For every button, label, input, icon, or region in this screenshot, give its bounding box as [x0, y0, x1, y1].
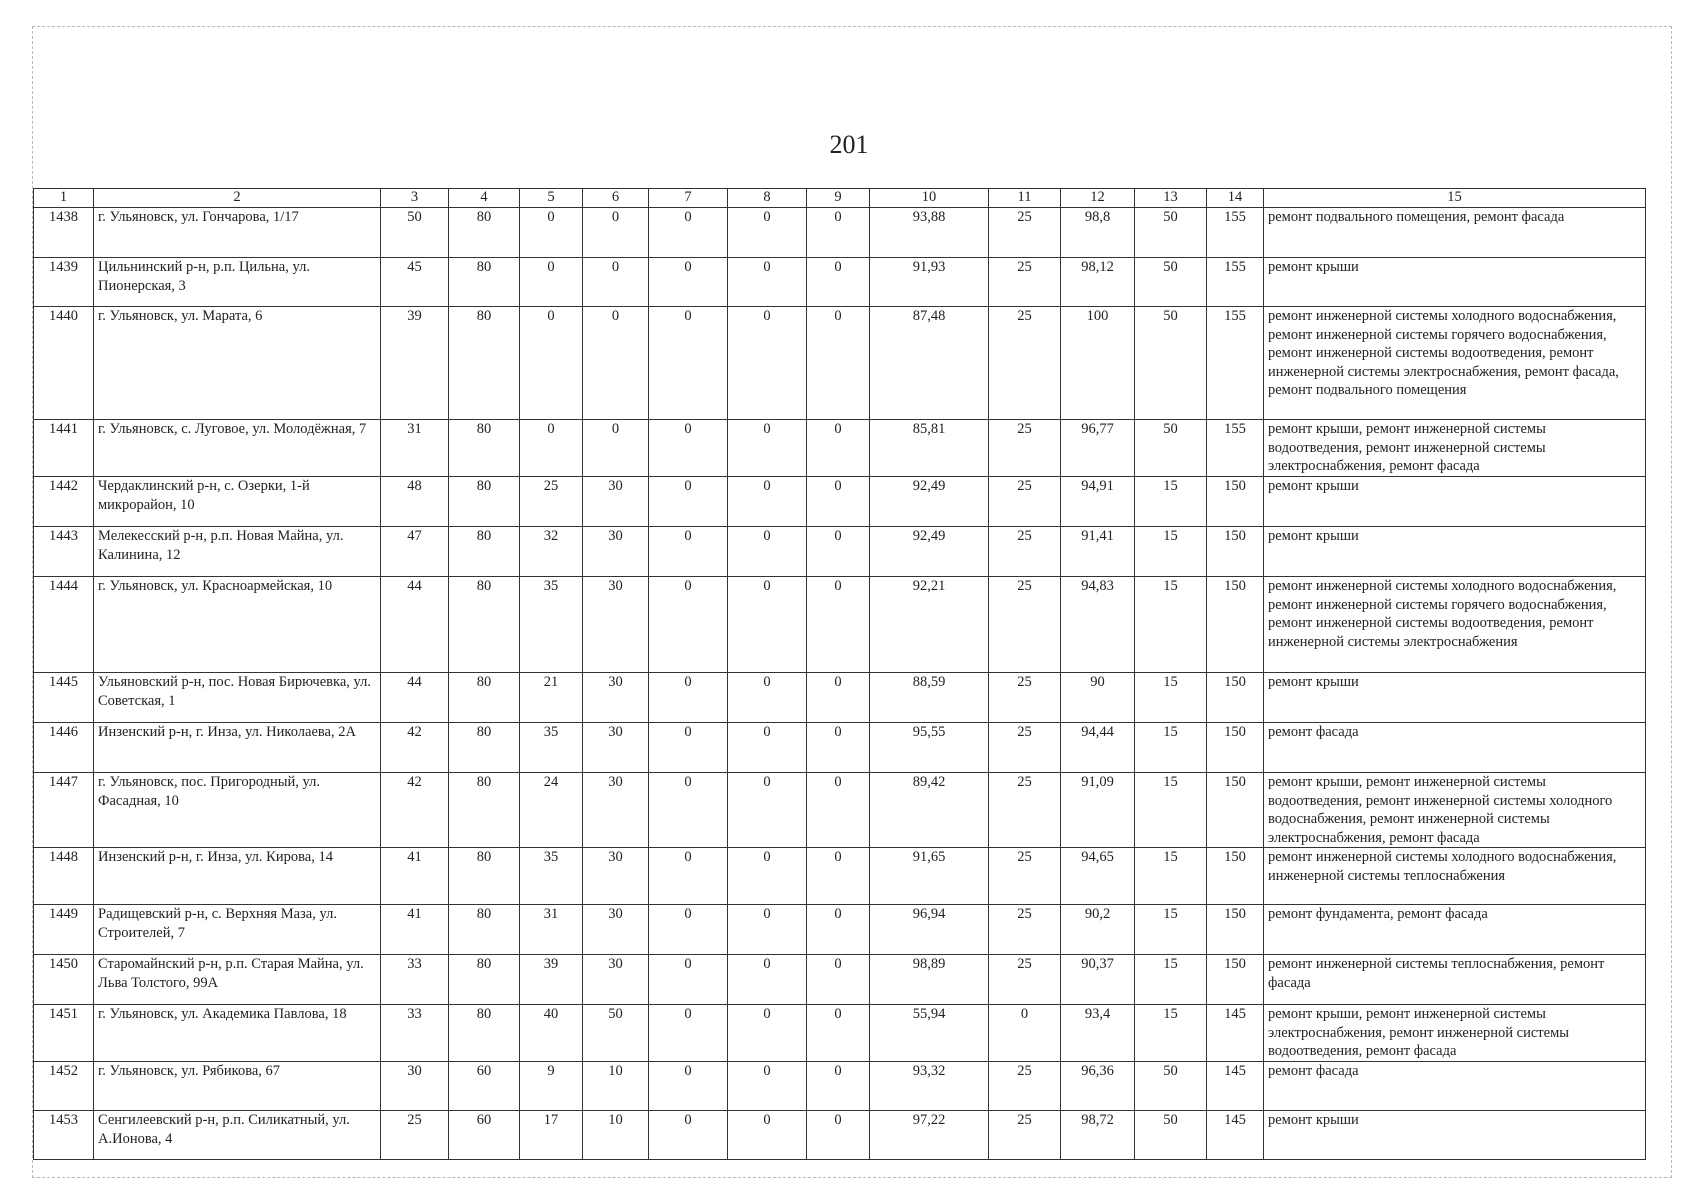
- col7-cell: 0: [649, 1111, 728, 1160]
- work-type-cell: ремонт фундамента, ремонт фасада: [1264, 905, 1646, 955]
- col4-cell: 80: [449, 773, 520, 848]
- row-number: 1445: [34, 673, 94, 723]
- col8-cell: 0: [728, 905, 807, 955]
- col8-cell: 0: [728, 307, 807, 420]
- col6-cell: 0: [583, 307, 649, 420]
- row-number: 1447: [34, 773, 94, 848]
- col13-cell: 15: [1135, 527, 1207, 577]
- col10-cell: 88,59: [870, 673, 989, 723]
- col7-cell: 0: [649, 848, 728, 905]
- address-cell: Старомайнский р-н, р.п. Старая Майна, ул. Льва Толстого, 99А: [94, 955, 381, 1005]
- column-number-header: [34, 189, 1646, 208]
- column-header-15: 15: [1264, 189, 1646, 208]
- col13-cell: 50: [1135, 208, 1207, 258]
- table-row: [34, 477, 1646, 527]
- col13-cell: 15: [1135, 955, 1207, 1005]
- col6-cell: 30: [583, 848, 649, 905]
- work-type-cell: ремонт крыши, ремонт инженерной системы водоотведения, ремонт инженерной системы холодного водоснабжения, ремонт инженерной системы электроснабжения, ремонт фасада: [1264, 773, 1646, 848]
- col12-cell: 98,12: [1061, 258, 1135, 307]
- col12-cell: 94,65: [1061, 848, 1135, 905]
- col5-cell: 0: [520, 258, 583, 307]
- col11-cell: 25: [989, 577, 1061, 673]
- table-row: [34, 208, 1646, 258]
- col9-cell: 0: [807, 420, 870, 477]
- row-number: 1452: [34, 1062, 94, 1111]
- col13-cell: 15: [1135, 905, 1207, 955]
- col12-cell: 93,4: [1061, 1005, 1135, 1062]
- column-header-7: 7: [649, 189, 728, 208]
- col14-cell: 150: [1207, 673, 1264, 723]
- col14-cell: 145: [1207, 1111, 1264, 1160]
- page-number: 201: [829, 130, 869, 159]
- col5-cell: 25: [520, 477, 583, 527]
- col13-cell: 15: [1135, 673, 1207, 723]
- col11-cell: 25: [989, 773, 1061, 848]
- col9-cell: 0: [807, 477, 870, 527]
- work-type-cell: ремонт крыши: [1264, 673, 1646, 723]
- col10-cell: 98,89: [870, 955, 989, 1005]
- row-number: 1453: [34, 1111, 94, 1160]
- address-cell: Чердаклинский р-н, с. Озерки, 1-й микрорайон, 10: [94, 477, 381, 527]
- col7-cell: 0: [649, 477, 728, 527]
- col8-cell: 0: [728, 1062, 807, 1111]
- col12-cell: 100: [1061, 307, 1135, 420]
- address-cell: г. Ульяновск, ул. Красноармейская, 10: [94, 577, 381, 673]
- row-number: 1442: [34, 477, 94, 527]
- col7-cell: 0: [649, 905, 728, 955]
- repair-registry-table: [33, 188, 1646, 1160]
- col12-cell: 96,77: [1061, 420, 1135, 477]
- col11-cell: 0: [989, 1005, 1061, 1062]
- col13-cell: 50: [1135, 1062, 1207, 1111]
- col8-cell: 0: [728, 723, 807, 773]
- column-header-1: 1: [34, 189, 94, 208]
- col13-cell: 15: [1135, 1005, 1207, 1062]
- column-header-13: 13: [1135, 189, 1207, 208]
- col10-cell: 87,48: [870, 307, 989, 420]
- col9-cell: 0: [807, 307, 870, 420]
- col5-cell: 39: [520, 955, 583, 1005]
- col9-cell: 0: [807, 905, 870, 955]
- row-number: 1443: [34, 527, 94, 577]
- address-cell: г. Ульяновск, ул. Рябикова, 67: [94, 1062, 381, 1111]
- col12-cell: 90,37: [1061, 955, 1135, 1005]
- address-cell: г. Ульяновск, с. Луговое, ул. Молодёжная, 7: [94, 420, 381, 477]
- address-cell: г. Ульяновск, ул. Академика Павлова, 18: [94, 1005, 381, 1062]
- col5-cell: 21: [520, 673, 583, 723]
- col3-cell: 47: [381, 527, 449, 577]
- table-body: [34, 208, 1646, 1160]
- table-row: [34, 905, 1646, 955]
- row-number: 1439: [34, 258, 94, 307]
- address-cell: г. Ульяновск, пос. Пригородный, ул. Фасадная, 10: [94, 773, 381, 848]
- address-cell: Инзенский р-н, г. Инза, ул. Кирова, 14: [94, 848, 381, 905]
- col4-cell: 80: [449, 905, 520, 955]
- col14-cell: 155: [1207, 307, 1264, 420]
- col4-cell: 60: [449, 1111, 520, 1160]
- col14-cell: 145: [1207, 1062, 1264, 1111]
- col13-cell: 50: [1135, 420, 1207, 477]
- col8-cell: 0: [728, 527, 807, 577]
- col10-cell: 92,21: [870, 577, 989, 673]
- col7-cell: 0: [649, 955, 728, 1005]
- col7-cell: 0: [649, 723, 728, 773]
- col13-cell: 50: [1135, 307, 1207, 420]
- work-type-cell: ремонт фасада: [1264, 723, 1646, 773]
- column-header-14: 14: [1207, 189, 1264, 208]
- table-row: [34, 577, 1646, 673]
- col9-cell: 0: [807, 848, 870, 905]
- table-row: [34, 1111, 1646, 1160]
- col9-cell: 0: [807, 1005, 870, 1062]
- column-header-9: 9: [807, 189, 870, 208]
- col8-cell: 0: [728, 773, 807, 848]
- col7-cell: 0: [649, 420, 728, 477]
- row-number: 1448: [34, 848, 94, 905]
- work-type-cell: ремонт подвального помещения, ремонт фасада: [1264, 208, 1646, 258]
- col6-cell: 30: [583, 527, 649, 577]
- col6-cell: 0: [583, 420, 649, 477]
- col9-cell: 0: [807, 1062, 870, 1111]
- address-cell: Инзенский р-н, г. Инза, ул. Николаева, 2А: [94, 723, 381, 773]
- table-row: [34, 1062, 1646, 1111]
- col3-cell: 42: [381, 773, 449, 848]
- table-row: [34, 773, 1646, 848]
- col11-cell: 25: [989, 1111, 1061, 1160]
- col5-cell: 35: [520, 723, 583, 773]
- col4-cell: 80: [449, 723, 520, 773]
- row-number: 1450: [34, 955, 94, 1005]
- col4-cell: 80: [449, 477, 520, 527]
- col6-cell: 0: [583, 208, 649, 258]
- column-header-8: 8: [728, 189, 807, 208]
- table-row: [34, 307, 1646, 420]
- col14-cell: 145: [1207, 1005, 1264, 1062]
- column-header-10: 10: [870, 189, 989, 208]
- col13-cell: 15: [1135, 477, 1207, 527]
- col10-cell: 95,55: [870, 723, 989, 773]
- col6-cell: 10: [583, 1062, 649, 1111]
- column-header-3: 3: [381, 189, 449, 208]
- col4-cell: 80: [449, 527, 520, 577]
- col11-cell: 25: [989, 307, 1061, 420]
- col6-cell: 30: [583, 905, 649, 955]
- col10-cell: 91,93: [870, 258, 989, 307]
- col11-cell: 25: [989, 208, 1061, 258]
- col3-cell: 44: [381, 577, 449, 673]
- col12-cell: 98,72: [1061, 1111, 1135, 1160]
- col10-cell: 89,42: [870, 773, 989, 848]
- col12-cell: 94,44: [1061, 723, 1135, 773]
- col14-cell: 150: [1207, 477, 1264, 527]
- work-type-cell: ремонт фасада: [1264, 1062, 1646, 1111]
- col8-cell: 0: [728, 208, 807, 258]
- col7-cell: 0: [649, 1005, 728, 1062]
- col10-cell: 92,49: [870, 477, 989, 527]
- col12-cell: 90: [1061, 673, 1135, 723]
- col6-cell: 30: [583, 577, 649, 673]
- col4-cell: 80: [449, 420, 520, 477]
- col5-cell: 40: [520, 1005, 583, 1062]
- col14-cell: 150: [1207, 848, 1264, 905]
- address-cell: Мелекесский р-н, р.п. Новая Майна, ул. Калинина, 12: [94, 527, 381, 577]
- col7-cell: 0: [649, 673, 728, 723]
- col5-cell: 31: [520, 905, 583, 955]
- col8-cell: 0: [728, 258, 807, 307]
- col12-cell: 98,8: [1061, 208, 1135, 258]
- column-header-2: 2: [94, 189, 381, 208]
- work-type-cell: ремонт инженерной системы холодного водоснабжения, ремонт инженерной системы горячего водоснабжения, ремонт инженерной системы водоотведения, ремонт инженерной системы электроснабжения: [1264, 577, 1646, 673]
- col10-cell: 96,94: [870, 905, 989, 955]
- row-number: 1438: [34, 208, 94, 258]
- col8-cell: 0: [728, 420, 807, 477]
- work-type-cell: ремонт инженерной системы теплоснабжения, ремонт фасада: [1264, 955, 1646, 1005]
- col8-cell: 0: [728, 1005, 807, 1062]
- col12-cell: 91,41: [1061, 527, 1135, 577]
- col11-cell: 25: [989, 673, 1061, 723]
- col5-cell: 17: [520, 1111, 583, 1160]
- col8-cell: 0: [728, 673, 807, 723]
- col4-cell: 80: [449, 1005, 520, 1062]
- col6-cell: 30: [583, 955, 649, 1005]
- work-type-cell: ремонт инженерной системы холодного водоснабжения, ремонт инженерной системы горячего водоснабжения, ремонт инженерной системы водоотведения, ремонт инженерной системы электроснабжения, ремонт фасада, ремонт подвального помещения: [1264, 307, 1646, 420]
- address-cell: Сенгилеевский р-н, р.п. Силикатный, ул. А.Ионова, 4: [94, 1111, 381, 1160]
- col12-cell: 94,91: [1061, 477, 1135, 527]
- col6-cell: 0: [583, 258, 649, 307]
- col14-cell: 150: [1207, 773, 1264, 848]
- column-header-5: 5: [520, 189, 583, 208]
- column-header-11: 11: [989, 189, 1061, 208]
- address-cell: г. Ульяновск, ул. Марата, 6: [94, 307, 381, 420]
- col7-cell: 0: [649, 527, 728, 577]
- col14-cell: 150: [1207, 527, 1264, 577]
- col11-cell: 25: [989, 420, 1061, 477]
- col10-cell: 97,22: [870, 1111, 989, 1160]
- col3-cell: 33: [381, 1005, 449, 1062]
- col12-cell: 96,36: [1061, 1062, 1135, 1111]
- col13-cell: 15: [1135, 723, 1207, 773]
- header-row: [34, 189, 1646, 208]
- col10-cell: 91,65: [870, 848, 989, 905]
- col8-cell: 0: [728, 955, 807, 1005]
- col6-cell: 50: [583, 1005, 649, 1062]
- col7-cell: 0: [649, 577, 728, 673]
- table-row: [34, 673, 1646, 723]
- col5-cell: 0: [520, 420, 583, 477]
- col14-cell: 150: [1207, 723, 1264, 773]
- col3-cell: 44: [381, 673, 449, 723]
- column-header-6: 6: [583, 189, 649, 208]
- col10-cell: 93,32: [870, 1062, 989, 1111]
- work-type-cell: ремонт инженерной системы холодного водоснабжения, инженерной системы теплоснабжения: [1264, 848, 1646, 905]
- table-row: [34, 848, 1646, 905]
- col11-cell: 25: [989, 723, 1061, 773]
- col7-cell: 0: [649, 258, 728, 307]
- work-type-cell: ремонт крыши, ремонт инженерной системы электроснабжения, ремонт инженерной системы водоотведения, ремонт фасада: [1264, 1005, 1646, 1062]
- work-type-cell: ремонт крыши: [1264, 1111, 1646, 1160]
- col7-cell: 0: [649, 773, 728, 848]
- work-type-cell: ремонт крыши: [1264, 527, 1646, 577]
- address-cell: г. Ульяновск, ул. Гончарова, 1/17: [94, 208, 381, 258]
- col4-cell: 80: [449, 208, 520, 258]
- col13-cell: 50: [1135, 1111, 1207, 1160]
- col11-cell: 25: [989, 905, 1061, 955]
- col10-cell: 55,94: [870, 1005, 989, 1062]
- col4-cell: 80: [449, 577, 520, 673]
- col8-cell: 0: [728, 577, 807, 673]
- col9-cell: 0: [807, 577, 870, 673]
- col14-cell: 155: [1207, 420, 1264, 477]
- col14-cell: 155: [1207, 258, 1264, 307]
- col3-cell: 33: [381, 955, 449, 1005]
- col6-cell: 30: [583, 477, 649, 527]
- col11-cell: 25: [989, 1062, 1061, 1111]
- table-row: [34, 1005, 1646, 1062]
- col5-cell: 9: [520, 1062, 583, 1111]
- col9-cell: 0: [807, 208, 870, 258]
- col13-cell: 15: [1135, 577, 1207, 673]
- address-cell: Радищевский р-н, с. Верхняя Маза, ул. Строителей, 7: [94, 905, 381, 955]
- col3-cell: 39: [381, 307, 449, 420]
- address-cell: Ульяновский р-н, пос. Новая Бирючевка, ул. Советская, 1: [94, 673, 381, 723]
- col8-cell: 0: [728, 1111, 807, 1160]
- col10-cell: 85,81: [870, 420, 989, 477]
- address-cell: Цильнинский р-н, р.п. Цильна, ул. Пионерская, 3: [94, 258, 381, 307]
- col9-cell: 0: [807, 955, 870, 1005]
- col7-cell: 0: [649, 1062, 728, 1111]
- col7-cell: 0: [649, 208, 728, 258]
- col7-cell: 0: [649, 307, 728, 420]
- col14-cell: 150: [1207, 905, 1264, 955]
- col3-cell: 30: [381, 1062, 449, 1111]
- col3-cell: 41: [381, 848, 449, 905]
- col3-cell: 41: [381, 905, 449, 955]
- col3-cell: 25: [381, 1111, 449, 1160]
- col11-cell: 25: [989, 848, 1061, 905]
- table-row: [34, 258, 1646, 307]
- col4-cell: 80: [449, 307, 520, 420]
- col5-cell: 0: [520, 208, 583, 258]
- col13-cell: 15: [1135, 848, 1207, 905]
- table-row: [34, 527, 1646, 577]
- row-number: 1440: [34, 307, 94, 420]
- col5-cell: 35: [520, 577, 583, 673]
- col5-cell: 0: [520, 307, 583, 420]
- col3-cell: 50: [381, 208, 449, 258]
- work-type-cell: ремонт крыши: [1264, 258, 1646, 307]
- col9-cell: 0: [807, 723, 870, 773]
- col8-cell: 0: [728, 477, 807, 527]
- col11-cell: 25: [989, 955, 1061, 1005]
- col5-cell: 24: [520, 773, 583, 848]
- col9-cell: 0: [807, 773, 870, 848]
- col14-cell: 155: [1207, 208, 1264, 258]
- col13-cell: 50: [1135, 258, 1207, 307]
- work-type-cell: ремонт крыши: [1264, 477, 1646, 527]
- col14-cell: 150: [1207, 955, 1264, 1005]
- row-number: 1441: [34, 420, 94, 477]
- table-row: [34, 955, 1646, 1005]
- col11-cell: 25: [989, 258, 1061, 307]
- col14-cell: 150: [1207, 577, 1264, 673]
- row-number: 1451: [34, 1005, 94, 1062]
- col6-cell: 10: [583, 1111, 649, 1160]
- col5-cell: 32: [520, 527, 583, 577]
- column-header-12: 12: [1061, 189, 1135, 208]
- col9-cell: 0: [807, 1111, 870, 1160]
- row-number: 1446: [34, 723, 94, 773]
- col4-cell: 80: [449, 848, 520, 905]
- row-number: 1444: [34, 577, 94, 673]
- col9-cell: 0: [807, 527, 870, 577]
- col12-cell: 91,09: [1061, 773, 1135, 848]
- col9-cell: 0: [807, 673, 870, 723]
- col3-cell: 31: [381, 420, 449, 477]
- col3-cell: 45: [381, 258, 449, 307]
- table-row: [34, 723, 1646, 773]
- column-header-4: 4: [449, 189, 520, 208]
- col11-cell: 25: [989, 527, 1061, 577]
- col3-cell: 42: [381, 723, 449, 773]
- col4-cell: 60: [449, 1062, 520, 1111]
- col10-cell: 93,88: [870, 208, 989, 258]
- col9-cell: 0: [807, 258, 870, 307]
- col6-cell: 30: [583, 723, 649, 773]
- col10-cell: 92,49: [870, 527, 989, 577]
- col12-cell: 94,83: [1061, 577, 1135, 673]
- table-row: [34, 420, 1646, 477]
- col12-cell: 90,2: [1061, 905, 1135, 955]
- col13-cell: 15: [1135, 773, 1207, 848]
- col4-cell: 80: [449, 955, 520, 1005]
- col3-cell: 48: [381, 477, 449, 527]
- work-type-cell: ремонт крыши, ремонт инженерной системы водоотведения, ремонт инженерной системы электроснабжения, ремонт фасада: [1264, 420, 1646, 477]
- col5-cell: 35: [520, 848, 583, 905]
- col4-cell: 80: [449, 673, 520, 723]
- col6-cell: 30: [583, 673, 649, 723]
- row-number: 1449: [34, 905, 94, 955]
- col8-cell: 0: [728, 848, 807, 905]
- col4-cell: 80: [449, 258, 520, 307]
- col11-cell: 25: [989, 477, 1061, 527]
- col6-cell: 30: [583, 773, 649, 848]
